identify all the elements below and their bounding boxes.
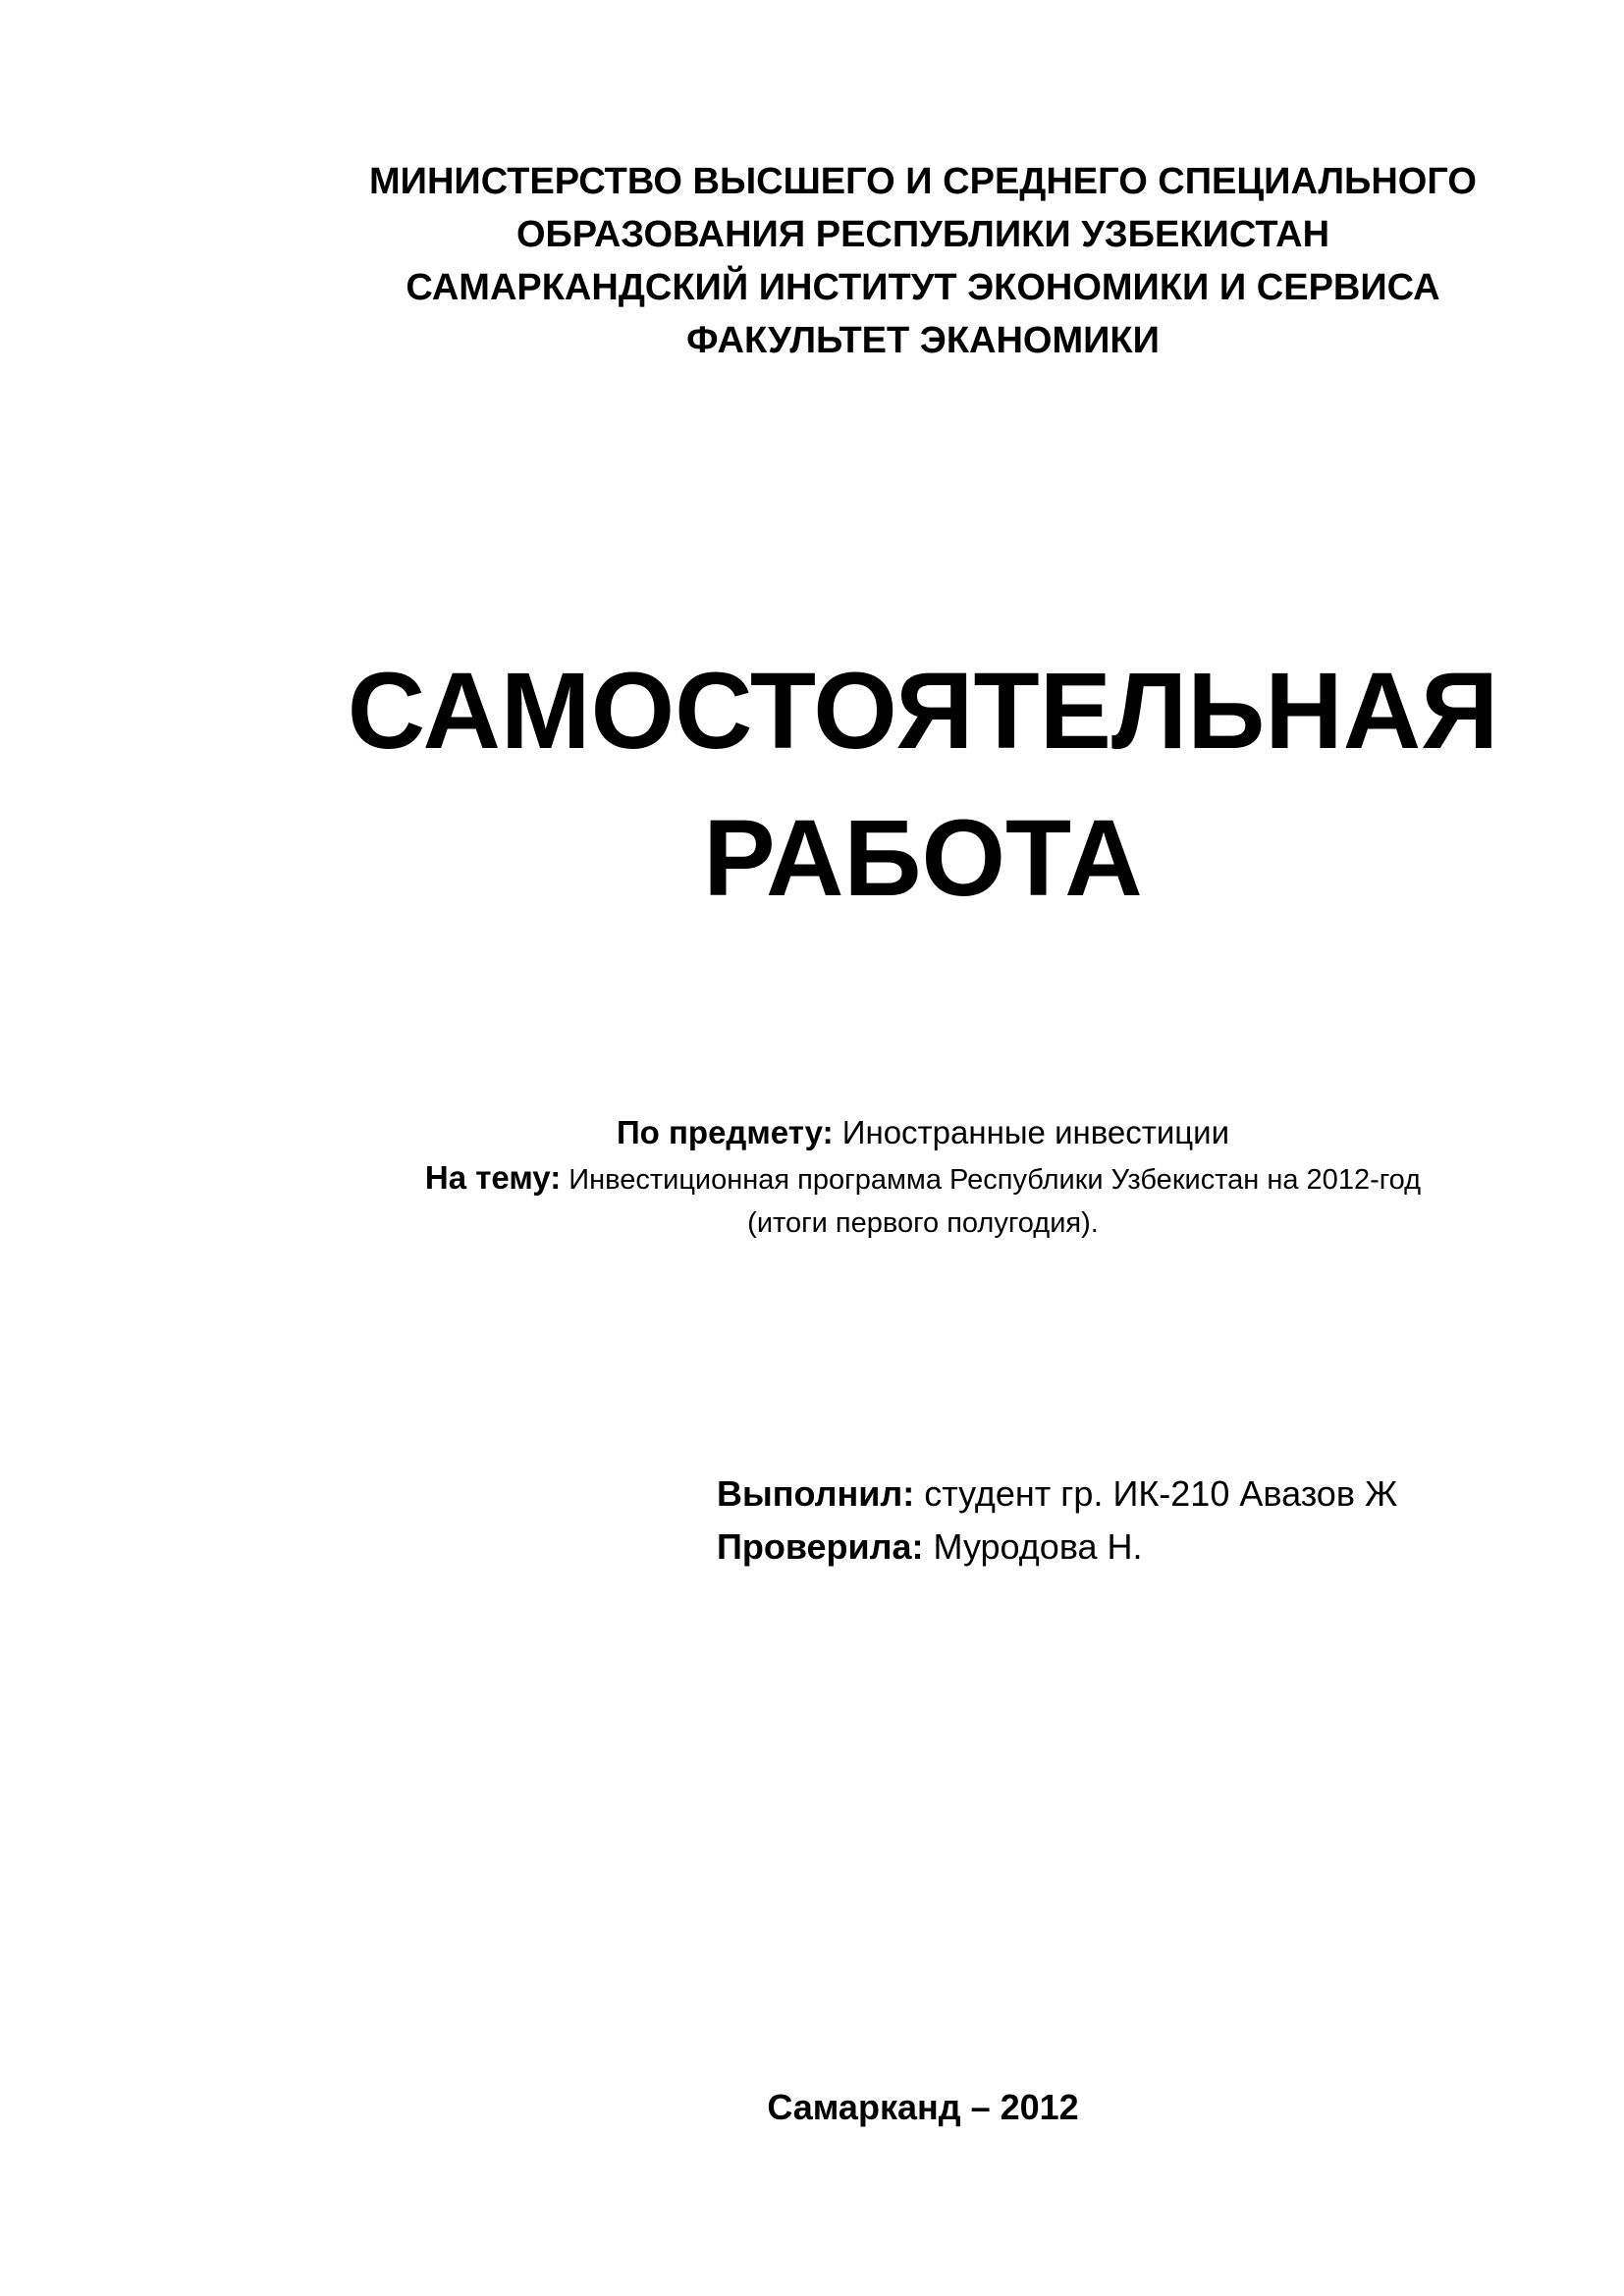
checked-line	[717, 1521, 1397, 1574]
subject-value: Иностранные инвестиции	[833, 1114, 1230, 1150]
theme-line	[245, 1156, 1600, 1201]
institution-header	[344, 155, 1502, 367]
header-line-education: ОБРАЗОВАНИЯ РЕСПУБЛИКИ УЗБЕКИСТАН	[515, 214, 1330, 255]
subject-line	[245, 1109, 1600, 1156]
document-title	[344, 638, 1502, 933]
performed-label: Выполнил:	[717, 1473, 915, 1514]
performed-line	[717, 1468, 1397, 1521]
checked-label: Проверила:	[717, 1526, 924, 1567]
performed-value: студент гр. ИК-210 Авазов Ж	[914, 1473, 1398, 1514]
header-line-faculty: ФАКУЛЬТЕТ ЭКАНОМИКИ	[686, 320, 1160, 361]
header-line-institute: САМАРКАНДСКИЙ ИНСТИТУТ ЭКОНОМИКИ И СЕРВИСА	[406, 267, 1440, 308]
title-line-1: САМОСТОЯТЕЛЬНАЯ	[347, 651, 1499, 772]
subject-label: По предмету:	[616, 1114, 834, 1150]
subject-block	[245, 1109, 1600, 1245]
theme-label: На тему:	[424, 1159, 562, 1196]
header-line-ministry: МИНИСТЕРСТВО ВЫСШЕГО И СРЕДНЕГО СПЕЦИАЛЬНОГО	[369, 161, 1477, 202]
theme-continuation: (итоги первого полугодия).	[747, 1207, 1099, 1239]
theme-value: Инвестиционная программа Республики Узбекистан на 2012-год	[561, 1164, 1422, 1196]
checked-value: Муродова Н.	[923, 1526, 1143, 1567]
title-line-2: РАБОТА	[703, 798, 1143, 919]
author-block	[717, 1468, 1397, 1574]
city-year-footer: Самарканд – 2012	[767, 2087, 1079, 2127]
